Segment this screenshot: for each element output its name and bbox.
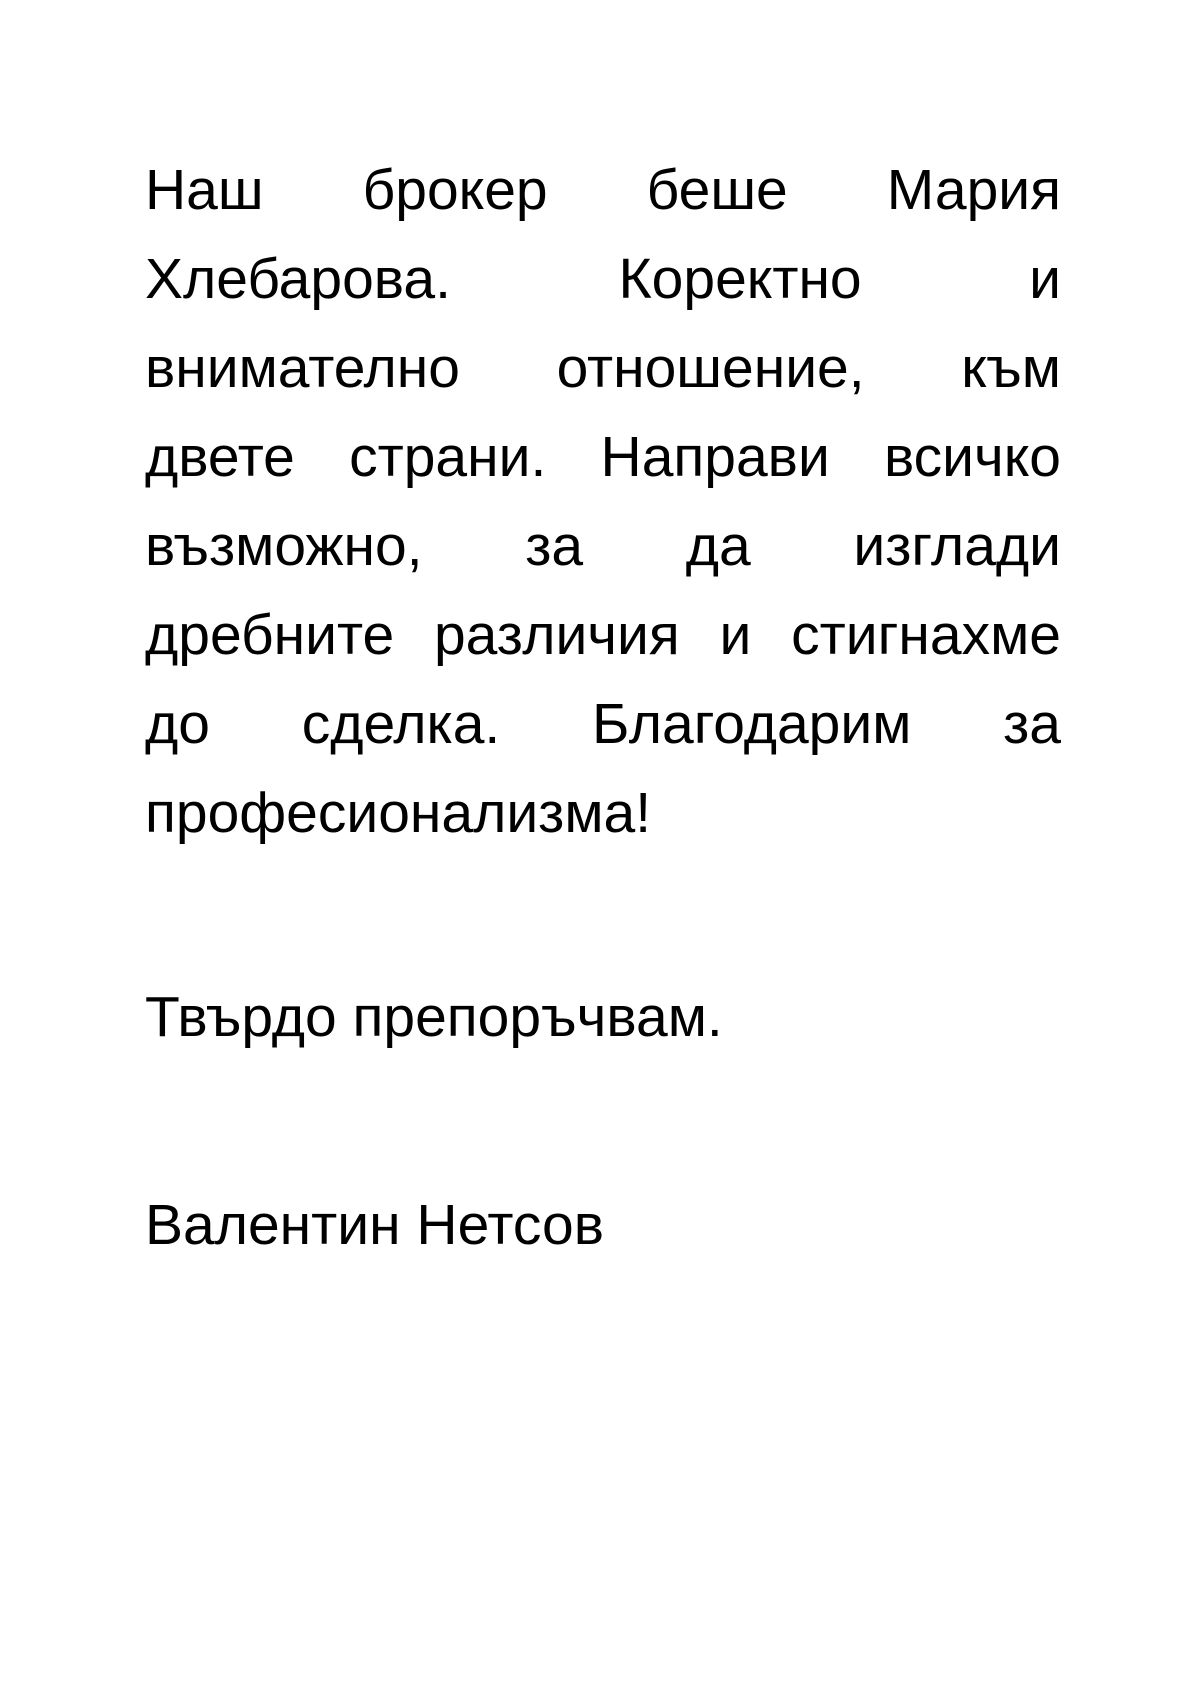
word: Хлебарова. xyxy=(145,247,451,311)
word: сделка. xyxy=(301,692,501,756)
review-body xyxy=(145,146,1061,858)
word: двете xyxy=(145,425,295,489)
body-line xyxy=(145,235,1061,324)
body-line xyxy=(145,502,1061,591)
word: страни. xyxy=(349,425,547,489)
word: Направи xyxy=(600,425,830,489)
body-line xyxy=(145,413,1061,502)
body-line xyxy=(145,146,1061,235)
word: различия xyxy=(433,603,680,667)
word: беше xyxy=(646,158,788,222)
word: професионализма! xyxy=(145,781,652,845)
body-line xyxy=(145,591,1061,680)
word: всичко xyxy=(884,425,1061,489)
word: изглади xyxy=(853,514,1061,578)
word: брокер xyxy=(362,158,548,222)
word: Коректно xyxy=(618,247,862,311)
word: да xyxy=(685,514,751,578)
body-line xyxy=(145,680,1061,769)
word: стигнахме xyxy=(791,603,1061,667)
body-line xyxy=(145,324,1061,413)
recommendation-text xyxy=(145,973,1061,1062)
word: и xyxy=(719,603,752,667)
recommendation-line: Твърдо препоръчвам. xyxy=(145,985,723,1049)
word: до xyxy=(145,692,210,756)
word: отношение, xyxy=(556,336,865,400)
word: Мария xyxy=(886,158,1061,222)
word: Благодарим xyxy=(592,692,912,756)
word: и xyxy=(1029,247,1061,311)
word: към xyxy=(961,336,1061,400)
word: Наш xyxy=(145,158,264,222)
word: възможно, xyxy=(145,514,423,578)
word: внимателно xyxy=(145,336,460,400)
signature-line: Валентин Нетсов xyxy=(145,1193,604,1257)
word: дребните xyxy=(145,603,395,667)
signature-name xyxy=(145,1181,1061,1270)
body-line xyxy=(145,769,1061,858)
word: за xyxy=(525,514,584,578)
word: за xyxy=(1003,692,1061,756)
